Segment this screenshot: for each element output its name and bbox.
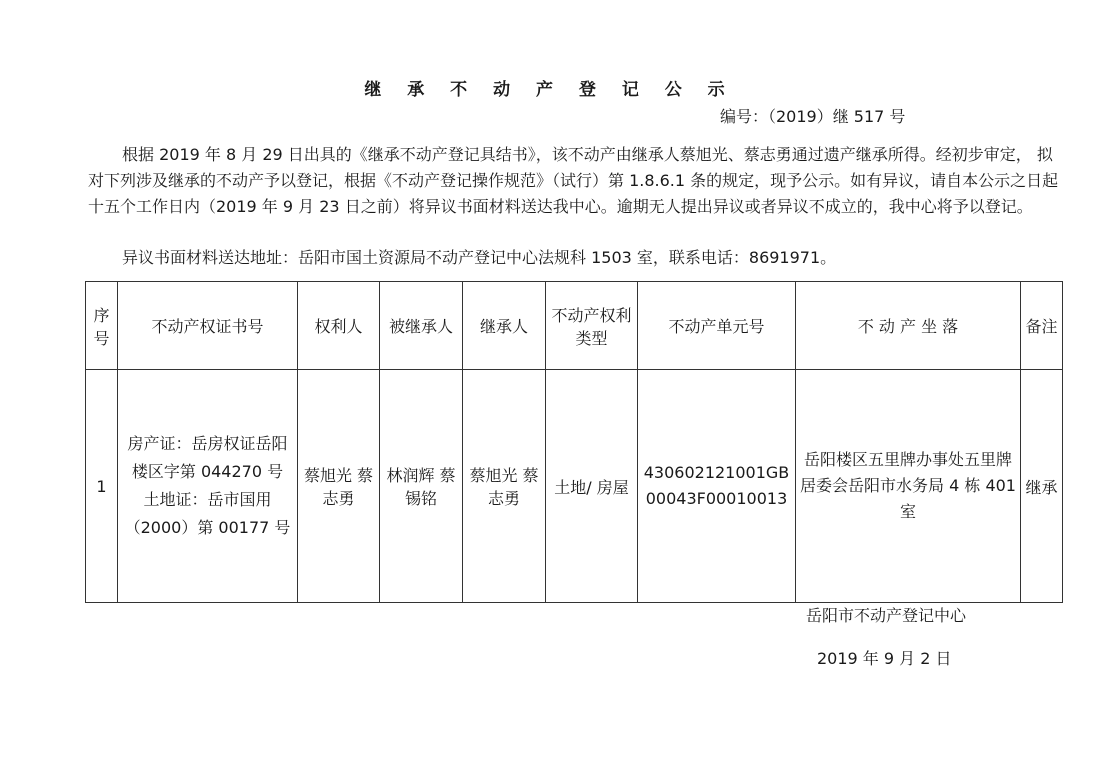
cell-seq: 1	[86, 370, 118, 603]
issue-date: 2019 年 9 月 2 日	[817, 649, 952, 668]
header-decedent: 被继承人	[380, 282, 463, 370]
notice-paragraph: 根据 2019 年 8 月 29 日出具的《继承不动产登记具结书》，该不动产由继承人蔡旭光、蔡志勇通过遗产继承所得。经初步审定， 拟对下列涉及继承的不动产予以登记，根据《不动产登记操作规范》（试行）第 1.8.6.1 条的规定，现予公示。如有异议，请自本公示之日起十五个工作日内（2019 年 9 月 23 日之前）将异议书面材料送达我中心。逾期无人提出异议或者异议不成立的，我中心将予以登记。	[88, 145, 1059, 216]
header-location: 不 动 产 坐 落	[796, 282, 1021, 370]
page-title: 继 承 不 动 产 登 记 公 示	[364, 80, 735, 100]
cell-holder: 蔡旭光 蔡志勇	[298, 370, 380, 603]
header-right-type: 不动产权利类型	[546, 282, 638, 370]
header-heir: 继承人	[463, 282, 546, 370]
cell-decedent: 林润辉 蔡锡铭	[380, 370, 463, 603]
cert-house: 房产证：岳房权证岳阳楼区字第 044270 号	[127, 434, 288, 481]
header-remark: 备注	[1021, 282, 1063, 370]
header-unit-no: 不动产单元号	[638, 282, 796, 370]
objection-address: 异议书面材料送达地址：岳阳市国土资源局不动产登记中心法规科 1503 室，联系电话：8691971。	[122, 248, 837, 267]
cell-heir: 蔡旭光 蔡志勇	[463, 370, 546, 603]
cell-right-type: 土地/ 房屋	[546, 370, 638, 603]
table-header-row	[86, 282, 1063, 370]
document-number: 编号：（2019）继 517 号	[720, 107, 906, 126]
cell-location: 岳阳楼区五里牌办事处五里牌居委会岳阳市水务局 4 栋 401 室	[796, 370, 1021, 603]
header-seq: 序号	[86, 282, 118, 370]
header-holder: 权利人	[298, 282, 380, 370]
cell-cert-no	[118, 370, 298, 603]
cell-unit-no: 430602121001GB00043F00010013	[638, 370, 796, 603]
cert-land: 土地证：岳市国用（2000）第 00177 号	[124, 490, 291, 537]
issuing-organization: 岳阳市不动产登记中心	[806, 606, 967, 625]
header-cert-no: 不动产权证书号	[118, 282, 298, 370]
property-table	[85, 281, 1063, 603]
table-row	[86, 370, 1063, 603]
cell-remark: 继承	[1021, 370, 1063, 603]
